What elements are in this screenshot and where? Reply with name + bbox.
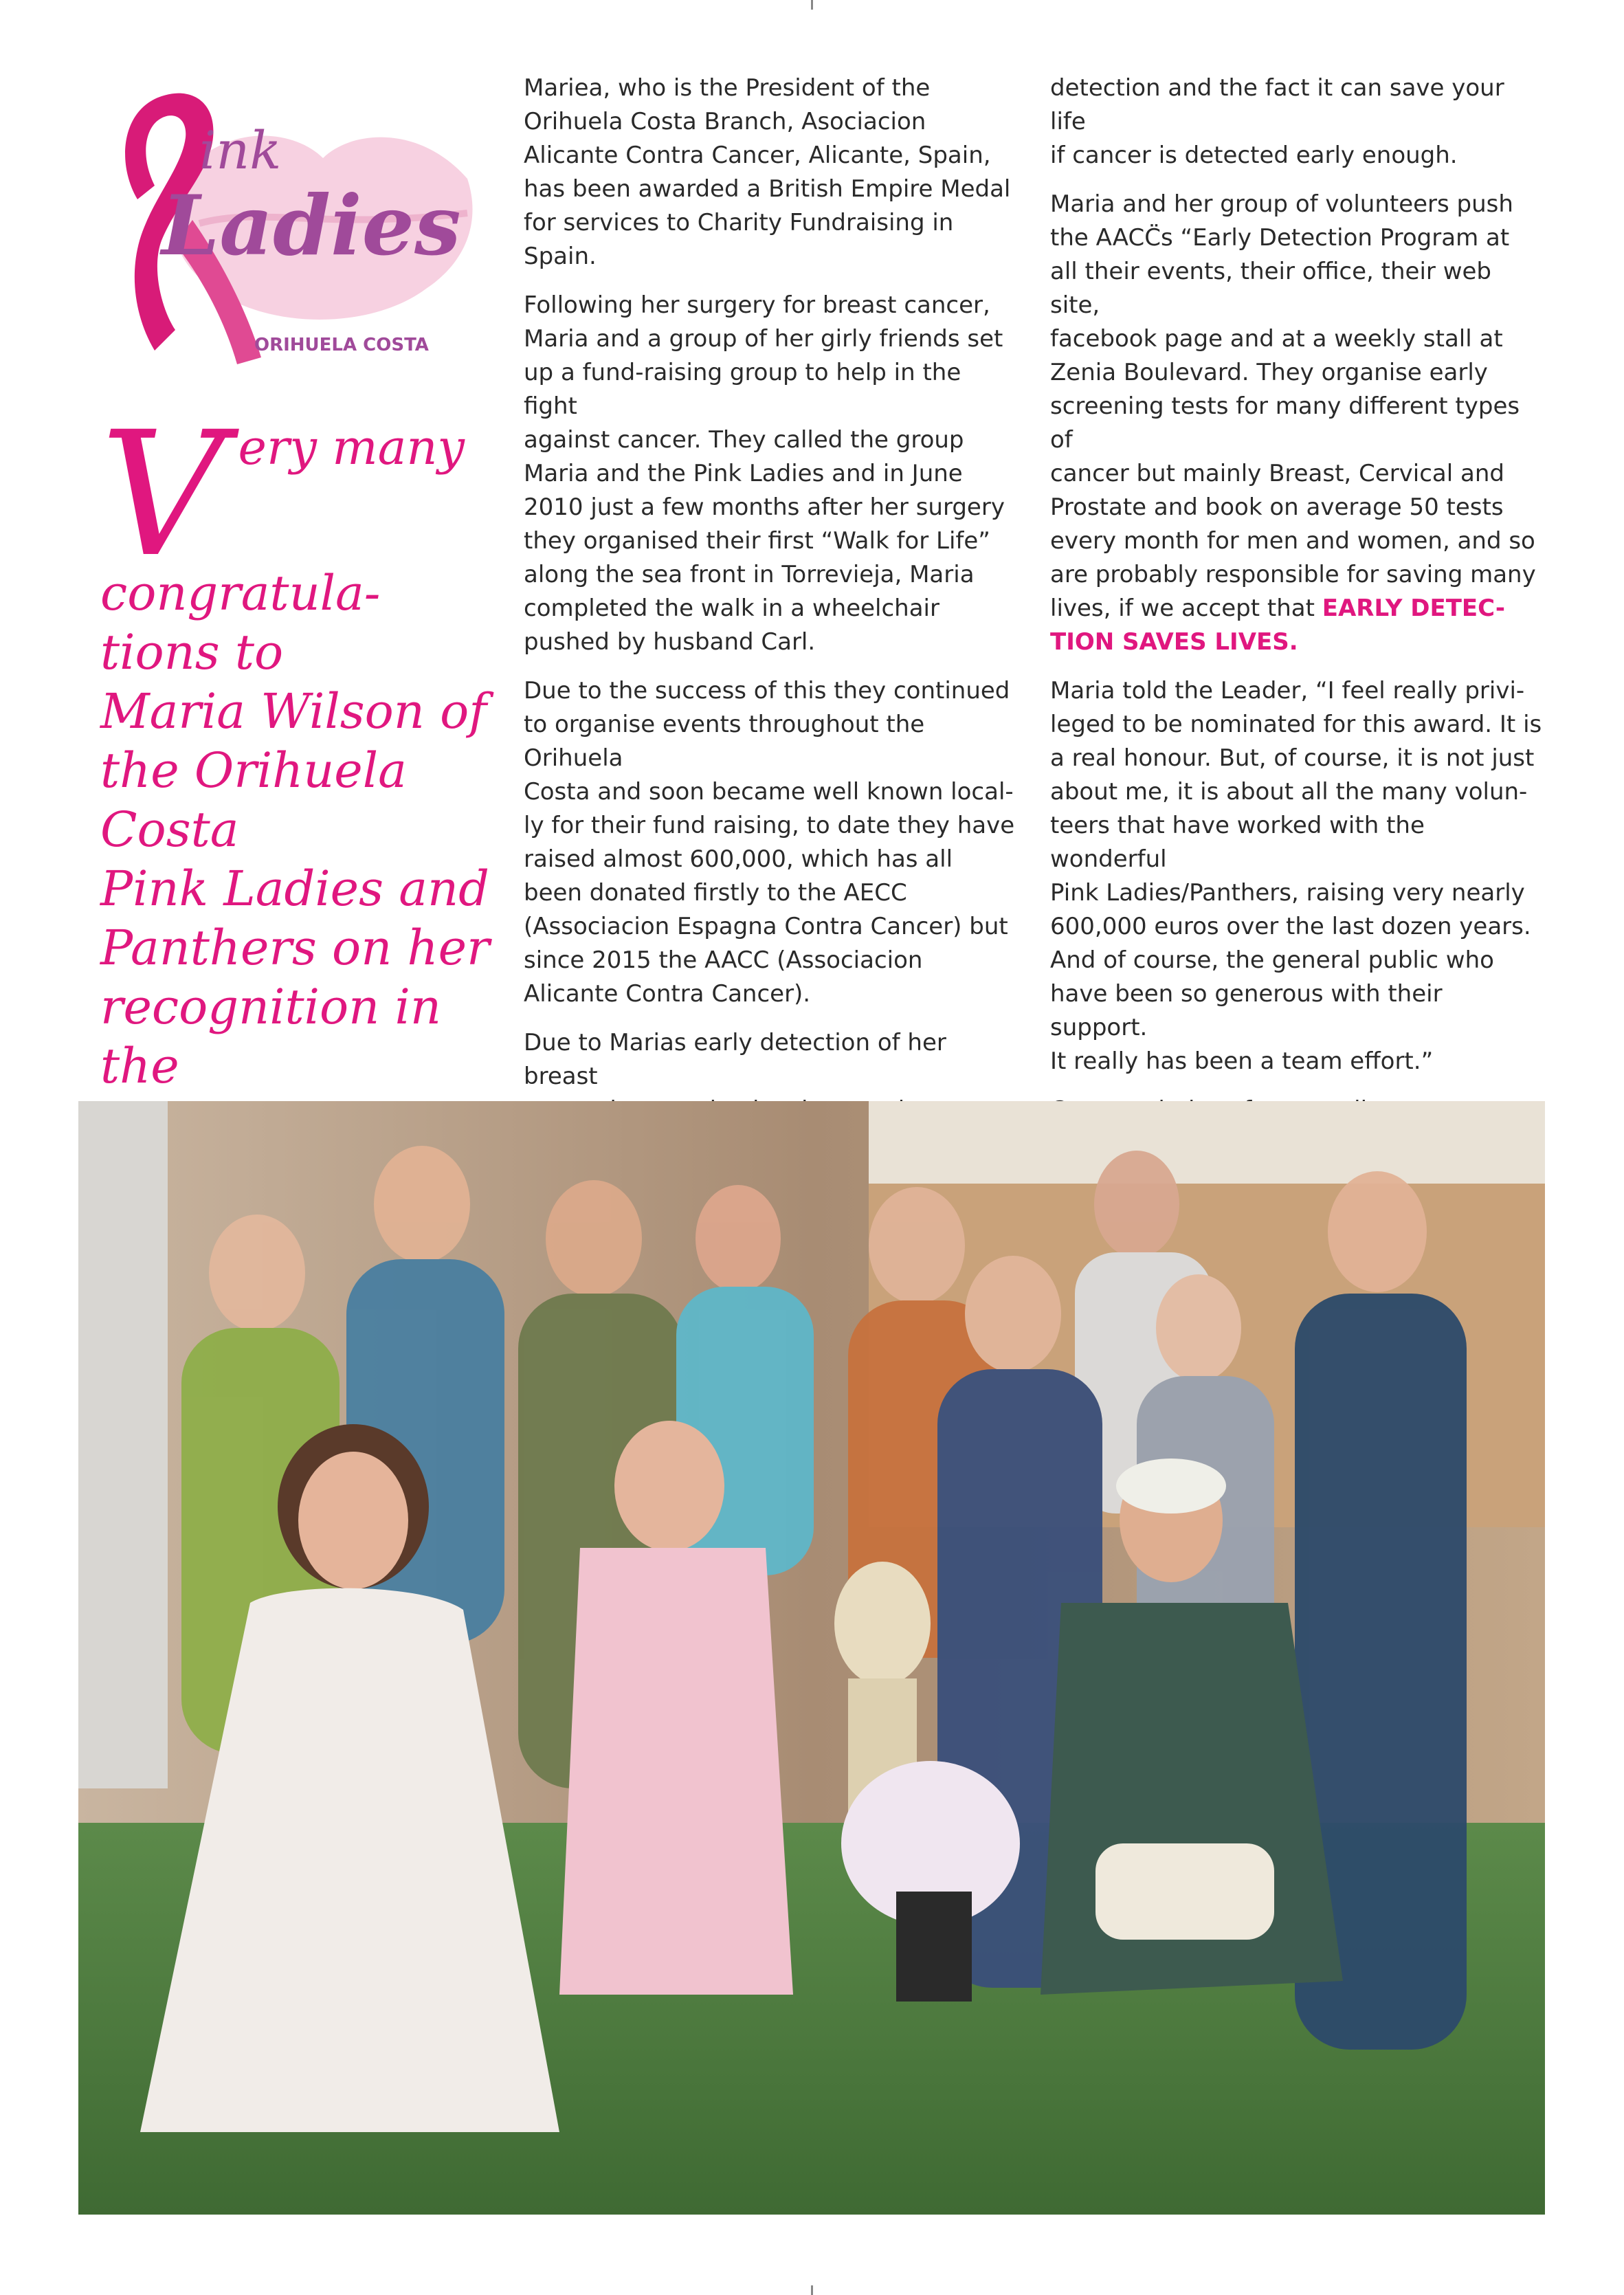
crop-mark-top — [811, 0, 813, 10]
logo-subtitle: ORIHUELA COSTA — [254, 335, 429, 355]
group-photo-image — [78, 1101, 1545, 2215]
headline-dropcap: V — [100, 395, 225, 595]
pink-ladies-logo — [96, 82, 481, 385]
headline-first-lines: ery many congratula- tions to — [100, 419, 465, 680]
article-column-right — [1050, 71, 1545, 1259]
paragraph: Due to Marias early detection of her breast — [524, 1029, 946, 1090]
paragraph: Following her surgery for breast cancer, Maria and a group of her girly friends set up a fund-raising group to help in the fight against cancer. They called the group Maria and the Pink Ladies and in June 2010 just a few months after her surgery they organised their first “Walk for Life” along the sea front in Torrevieja, Maria completed the walk in a wheelchair pushed by husband Carl. — [524, 291, 1005, 656]
logo-ink-text: ink — [199, 120, 282, 181]
paragraph: detection and the fact it can save your life if cancer is detected early enough. — [1050, 74, 1504, 169]
highlight-text: EARLY DETEC- TION SAVES LIVES. — [1050, 595, 1505, 656]
paragraph — [1050, 188, 1545, 659]
paragraph: Due to the success of this they continued to organise events throughout the Orihuela Costa and soon became well known local- ly for their fund raising, to date they have raised almost 600,000, which has all been donated firstly to the AECC (Associacion Espagna Contra Cancer) but since 2015 the AACC (Associacion Alicante Contra Cancer). — [524, 677, 1015, 1008]
group-photo — [78, 1101, 1545, 2215]
quote-paragraph: Maria told the Leader, “I feel really privi- leged to be nominated for this award. It is a real honour. But, of course, it is not just about me, it is about all the many volun- teers that have worked with the wonderful Pink Ladies/Panthers, raising very nearly 600,000 euros over the last dozen years. And of course, the general public who have been so generous with their support. It really has been a team effort.” — [1050, 677, 1542, 1075]
headline-rest: Maria Wilson of the Orihuela Costa Pink Ladies and Panthers on her recognition in the — [100, 683, 490, 1094]
paragraph: Mariea, who is the President of the Orihuela Costa Branch, Asociacion Alicante Contra Cancer, Alicante, Spain, has been awarded a British Empire Medal for services to Charity Fundraising in Spain. — [524, 74, 1011, 270]
article-column-middle — [524, 71, 1019, 1210]
paragraph-text: Maria and her group of volunteers push the AACC̈s “Early Detection Program at all their events, their office, their web site, facebook page and at a weekly stall at Zenia Boulevard. They organise early screening tests for many different types of cancer but mainly Breast, Cervical and Prostate and book on average 50 tests every month for men and women, and so are probably responsible for saving many lives, if we accept that — [1050, 190, 1536, 622]
crop-mark-bottom — [811, 2285, 813, 2295]
pink-ribbon-logo-icon — [96, 82, 481, 385]
logo-ladies-text: Ladies — [162, 177, 461, 274]
